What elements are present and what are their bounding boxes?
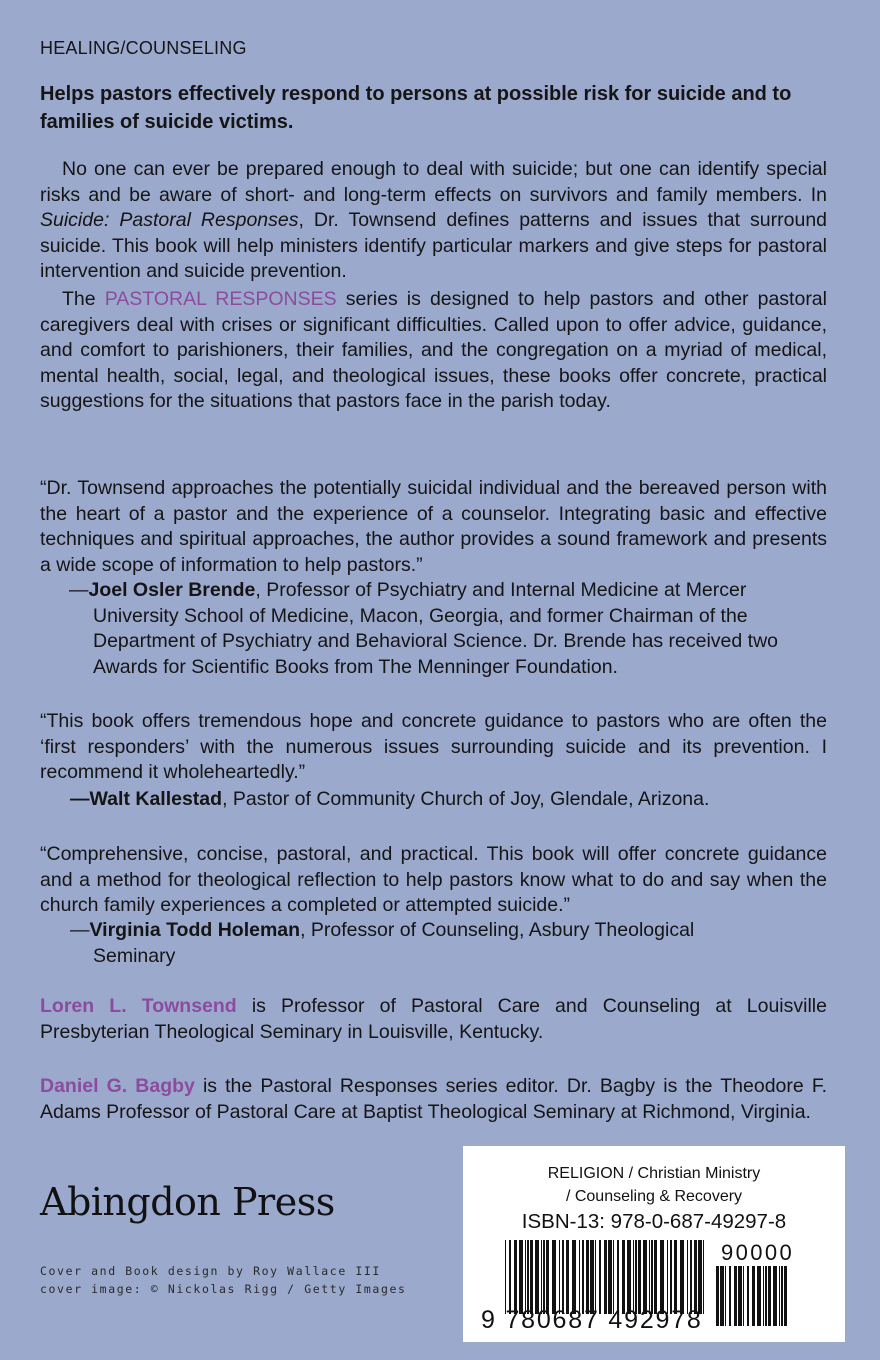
ean-bar: [599, 1240, 601, 1314]
attribution-lead-1: [70, 578, 830, 604]
endorsement-quote-3: “Comprehensive, concise, pastoral, and practical. This book will offer concrete guidance and a method for theological reflection to help pastors know what to do and say when the church family experiences a completed or attempted suicide.”: [40, 843, 827, 916]
credits-line-1: Cover and Book design by Roy Wallace III: [40, 1264, 381, 1278]
ean-bar: [525, 1240, 526, 1314]
book-title: Suicide: Pastoral Responses: [40, 209, 299, 231]
bisac-line-2: / Counseling & Recovery: [565, 1188, 743, 1205]
ean-bar: [559, 1240, 560, 1314]
ean-bar: [643, 1240, 647, 1314]
ean-bar: [566, 1240, 569, 1314]
addon-bar: [763, 1266, 764, 1326]
ean-bar: [617, 1240, 619, 1314]
endorsement-attribution-3: [70, 918, 790, 969]
addon-bar: [720, 1266, 724, 1326]
addon-bar: [747, 1266, 749, 1326]
addon-bar: [757, 1266, 761, 1326]
addon-bar: [781, 1266, 783, 1326]
endorser-name-3: Virginia Todd Holeman: [89, 919, 301, 941]
barcode-panel: [463, 1146, 845, 1342]
ean-bar: [552, 1240, 556, 1314]
barcode-addon-digits: 90000: [721, 1240, 795, 1265]
author-bio: [40, 994, 827, 1045]
author-bio-text: is Professor of Pastoral Care and Counseling at Louisville Presbyterian Theological Seminary in Louisville, Kentucky.: [40, 995, 827, 1043]
addon-bar: [734, 1266, 737, 1326]
addon-bar: [752, 1266, 755, 1326]
ean-bar: [622, 1240, 625, 1314]
ean-bar: [535, 1240, 539, 1314]
endorser-title-2: , Pastor of Community Church of Joy, Glendale, Arizona.: [222, 788, 710, 810]
ean-bar: [638, 1240, 641, 1314]
addon-bar: [716, 1266, 719, 1326]
addon-bar: [738, 1266, 742, 1326]
ean-bar: [698, 1240, 702, 1314]
addon-bar: [765, 1266, 767, 1326]
credits-line-2: cover image: © Nickolas Rigg / Getty Images: [40, 1282, 407, 1296]
addon-bar: [729, 1266, 731, 1326]
ean-bar: [680, 1240, 684, 1314]
ean-bar: [546, 1240, 549, 1314]
ean-bar: [527, 1240, 529, 1314]
ean-bar: [674, 1240, 677, 1314]
endorser-name-2: Walt Kallestad: [89, 788, 223, 810]
ean-bar: [562, 1240, 564, 1314]
attribution-dash-2: —: [70, 788, 90, 810]
attribution-lead-2: [70, 787, 830, 813]
addon-bar: [768, 1266, 771, 1326]
ean-bar: [608, 1240, 612, 1314]
ean-bar: [586, 1240, 589, 1314]
ean-bar: [667, 1240, 668, 1314]
publisher-logo: Abingdon Press: [40, 1180, 335, 1224]
ean-bar: [530, 1240, 533, 1314]
ean-bar: [694, 1240, 697, 1314]
series-name: PASTORAL RESPONSES: [104, 288, 337, 310]
headline: Helps pastors effectively respond to persons at possible risk for suicide and to families of suicide victims.: [40, 83, 792, 133]
editor-bio: [40, 1074, 827, 1125]
ean-bar: [509, 1240, 511, 1314]
endorsement-attribution-2: [70, 787, 830, 813]
attribution-lead-3: [70, 918, 790, 944]
ean-bar: [654, 1240, 657, 1314]
attribution-dash-3: —: [70, 919, 90, 941]
ean-bar: [579, 1240, 580, 1314]
endorser-title-3: , Professor of Counseling, Asbury Theological: [300, 919, 695, 941]
ean-bar: [687, 1240, 688, 1314]
ean-bar: [543, 1240, 545, 1314]
bisac-line-1: RELIGION / Christian Ministry: [547, 1165, 761, 1182]
intro-text-after: , Dr. Townsend defines patterns and issues that surround suicide. This book will help ministers identify particular markers and give steps for pastoral intervention and suicide prevention.: [40, 209, 828, 282]
endorser-name-1: Joel Osler Brende: [88, 579, 256, 601]
barcode-digits: 9 780687 492978: [481, 1306, 703, 1334]
author-name: Loren L. Townsend: [40, 995, 237, 1017]
ean-bar: [519, 1240, 523, 1314]
ean-bar: [613, 1240, 614, 1314]
ean-bar: [635, 1240, 637, 1314]
ean-bar: [660, 1240, 664, 1314]
editor-name: Daniel G. Bagby: [40, 1075, 195, 1097]
ean-bar: [582, 1240, 584, 1314]
addon-bar: [725, 1266, 726, 1326]
ean-bar: [514, 1240, 517, 1314]
editor-bio-text: is the Pastoral Responses series editor. Dr. Bagby is the Theodore F. Adams Professor of Pastoral Care at Baptist Theological Seminary at Richmond, Virginia.: [40, 1075, 827, 1123]
addon-bar: [779, 1266, 780, 1326]
ean-bar: [604, 1240, 607, 1314]
intro-text-before: No one can ever be prepared enough to deal with suicide; but one can identify special risks and be aware of short- and long-term effects on survivors and family members. In: [40, 158, 827, 206]
ean-bar: [595, 1240, 596, 1314]
ean-bar: [541, 1240, 542, 1314]
design-credits: [40, 1262, 407, 1298]
series-text: series is designed to help pastors and other pastoral caregivers deal with crises or significant difficulties. Called upon to offer advice, guidance, and comfort to parishioners, their families, and the congregation on a myriad of medical, mental health, social, legal, and theological issues, these books offer concrete, practical suggestions for the situations that pastors face in the parish today.: [40, 288, 827, 412]
endorser-title-1: , Professor of Psychiatry and Internal Medicine at Mercer: [255, 579, 747, 601]
ean-bar: [505, 1240, 506, 1314]
endorsement-attribution-1: [70, 578, 830, 680]
endorser-detail-3: Seminary: [93, 944, 176, 967]
ean-bar: [649, 1240, 650, 1314]
ean-bar: [690, 1240, 692, 1314]
endorser-detail-1: University School of Medicine, Macon, Georgia, and former Chairman of the Department of Psychiatry and Behavioral Science. Dr. Brende has received two Awards for Scientific Books from The Menninger Foundation.: [93, 604, 779, 678]
attribution-dash-1: —: [69, 579, 89, 601]
ean-bar: [703, 1240, 704, 1314]
endorsement-quote-2: “This book offers tremendous hope and concrete guidance to pastors who are often the ‘first responders’ with the numerous issues surrounding suicide and its prevention. I recommend it wholeheartedly.”: [40, 710, 827, 783]
addon-bar: [773, 1266, 777, 1326]
ean-bar: [633, 1240, 634, 1314]
addon-bar: [784, 1266, 787, 1326]
category-label: HEALING/COUNSELING: [40, 38, 247, 58]
ean-bar: [627, 1240, 631, 1314]
ean-bar: [670, 1240, 672, 1314]
ean-bar: [572, 1240, 576, 1314]
series-paragraph: [40, 287, 827, 415]
isbn-label: ISBN-13: 978-0-687-49297-8: [521, 1210, 787, 1233]
ean-bar: [651, 1240, 653, 1314]
series-prefix: The: [62, 288, 105, 310]
intro-paragraph: [40, 157, 827, 285]
addon-bar: [743, 1266, 744, 1326]
endorsement-quote-1: “Dr. Townsend approaches the potentially suicidal individual and the bereaved person with the heart of a pastor and the experience of a counselor. Integrating basic and effective techniques and spiritual approaches, the author provides a sound framework and presents a wide scope of information to help pastors.”: [40, 477, 827, 576]
ean-bar: [590, 1240, 594, 1314]
